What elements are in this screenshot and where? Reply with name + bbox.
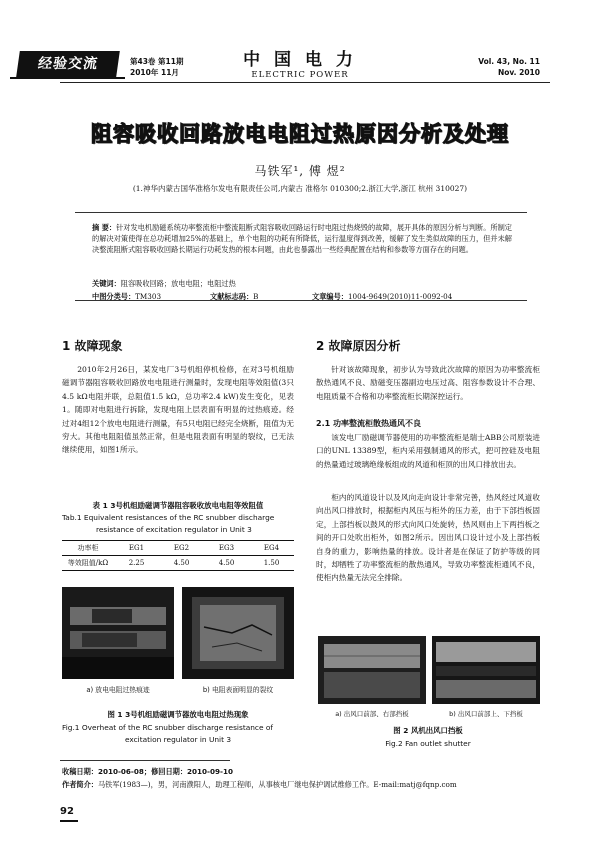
badge-underline [10, 77, 125, 79]
figure-2a-photo [318, 636, 426, 704]
date-cn: 2010年 11月 [130, 68, 179, 77]
figure-1-caption-en-2: excitation regulator in Unit 3 [124, 735, 232, 744]
column-badge [10, 44, 125, 84]
journal-masthead [230, 50, 370, 80]
author-bio-label: 作者简介： [62, 780, 98, 789]
resistor-crack-image [182, 587, 294, 679]
figure-1a-photo [62, 587, 174, 679]
table-1-caption-cn: 表 1 3号机组励磁调节器阻容吸收放电电阻等效阻值 [92, 501, 264, 510]
table-1-cell: 2.25 [128, 559, 145, 567]
volume-en: Vol. 43, No. 11 [478, 57, 540, 66]
article-no-label: 文章编号： [312, 292, 348, 301]
table-1-header-cell: 功率柜 [77, 544, 99, 552]
article-title: 阻容吸收回路放电电阻过热原因分析及处理 [91, 122, 509, 146]
column-badge-label: 经验交流 [16, 51, 120, 77]
table-1-caption-en-2: resistance of excitation regulator in Unit 3 [96, 525, 252, 534]
table-1 [62, 540, 294, 571]
table-1-cell: 等效阻值/kΩ [67, 559, 109, 567]
classification-line [92, 291, 512, 302]
affiliation: (1.神华内蒙古国华准格尔发电有限责任公司,内蒙古 准格尔 010300;2.浙江大学,浙江 杭州 310027) [132, 184, 468, 193]
header-rule [60, 82, 550, 83]
abstract [92, 222, 512, 255]
fan-outlet-shutter-image [432, 636, 540, 704]
figure-2b-label: b) 出风口前部上、下挡板 [449, 710, 523, 718]
date-en: Nov. 2010 [497, 68, 540, 77]
received-date [62, 766, 542, 777]
clc-label: 中图分类号： [92, 292, 136, 301]
figure-1a-label: a) 放电电阻过热痕迹 [86, 686, 150, 694]
doc-code-value: B [253, 292, 259, 301]
table-1-header-cell: EG1 [128, 544, 145, 552]
issue-cn: 第43卷 第11期 [130, 57, 184, 66]
abstract-text: 针对发电机励磁系统功率整流柜中整流阻断式阻容吸收回路运行时电阻过热烧毁的故障，展开具体的原因分析与判断。所制定的解决对策使得在总功耗增加25%的基础上，单个电阻的功耗有所降低，运行温度得到改善，缓解了发生类似故障的压力，但并未解决整流阻断式阻容吸收回路长期运行功耗发热的根本问题，由此也暴露出一些经典配置在结构和参数等方面存在的问题。 [92, 223, 512, 254]
resistor-overheat-image [62, 587, 174, 679]
figure-2a-label: a) 出风口前部、右部挡板 [335, 710, 409, 718]
abstract-top-rule [75, 212, 527, 213]
author-bio-text: 马铁军(1983—)，男，河南濮阳人，助理工程师，从事核电厂继电保护调试维修工作。E-mail:matj@fqnp.com [97, 780, 457, 789]
table-1-cell: 4.50 [218, 559, 235, 567]
table-1-header-cell: EG4 [263, 544, 280, 552]
authors: 马铁军¹, 傅 煜² [254, 164, 346, 178]
figure-2-caption-en: Fig.2 Fan outlet shutter [385, 739, 471, 748]
article-no-value: 1004-9649(2010)11-0092-04 [347, 292, 453, 301]
figure-1b-label: b) 电阻表面明显的裂纹 [202, 686, 274, 694]
clc-value: TM303 [135, 292, 162, 301]
figure-1-caption-en-1: Fig.1 Overheat of the RC snubber discharge resistance of [62, 723, 274, 732]
fan-outlet-front-image [318, 636, 426, 704]
section-1-paragraph: 2010年2月26日，某发电厂3号机组停机检修，在对3号机组励磁调节器阻容吸收回路放电电阻进行测量时，发现电阻等效阻值(3只4.5 kΩ电阻并联，总阻值1.5 kΩ，总功率2.4 kW)发生变化，见表1。随即对电阻进行拆除，发现电阻上层表面有明显的过热痕迹。经过对4组12个放电电阻进行测量，有5只电阻已经完全烧断，阻值为无穷大。其他电阻阻值虽然正常，但是电阻表面有明显的裂纹，已无法继续使用，如图1所示。 [62, 365, 294, 455]
page-number: 92 [60, 806, 78, 822]
table-1-header-cell: EG2 [173, 544, 190, 552]
section-1-heading: 1 故障现象 [62, 339, 123, 353]
table-1-cell: 1.50 [263, 559, 280, 567]
figure-2b-photo [432, 636, 540, 704]
abstract-label: 摘 要： [92, 223, 117, 232]
author-bio [62, 779, 542, 790]
section-2-1-paragraph-2: 柜内的风道设计以及风向走向设计非常完善，热风经过风道收向出风口排放时，根据柜内风压与柜外的压力差，由于下部挡板固定，上部挡板以鼓风的形式向风口处旋转，热风则由上下两挡板之间的开口处吹出柜外，如图2所示。因出风口设计过小及上部挡板自身的重力，影响热量的排放。设计者是在保证了防护等级的同时，却牺牲了功率整流柜的散热通风，导致功率整流柜通风不良，使柜内热量无法完全排除。 [316, 493, 540, 583]
table-1-header-cell: EG3 [218, 544, 235, 552]
table-1-caption-en-1: Tab.1 Equivalent resistances of the RC snubber discharge [62, 513, 275, 522]
section-2-1-heading: 2.1 功率整流柜散热通风不良 [316, 419, 421, 428]
figure-2-caption-cn: 图 2 风机出风口挡板 [393, 726, 463, 735]
keywords [92, 278, 512, 289]
keywords-label: 关键词： [92, 279, 121, 288]
journal-name-cn: 中 国 电 力 [243, 50, 357, 70]
table-1-data-row [62, 556, 294, 571]
section-2-heading: 2 故障原因分析 [316, 339, 401, 353]
footnote-rule [60, 760, 230, 761]
journal-name-en: ELECTRIC POWER [251, 70, 349, 80]
table-1-cell: 4.50 [173, 559, 190, 567]
table-1-header-row [62, 541, 294, 556]
keywords-text: 阻容吸收回路；放电电阻；电阻过热 [120, 279, 236, 288]
figure-1-caption-cn: 图 1 3号机组励磁调节器放电电阻过热现象 [107, 710, 249, 719]
doc-code-label: 文献标志码： [210, 292, 254, 301]
section-2-1-paragraph-1: 该发电厂励磁调节器使用的功率整流柜是瑞士ABB公司原装进口的UNL 13389型，柜内采用强制通风的形式，把可控硅及电阻的热量通过玻璃绝缘板组成的风道和柜顶的出风口排放出去。 [316, 433, 540, 469]
received-date-text: 收稿日期：2010-06-08；修回日期：2010-09-10 [62, 767, 234, 776]
section-2-paragraph-1: 针对该故障现象，初步认为导致此次故障的原因为功率整流柜散热通风不良、励磁变压器副边电压过高、阻容参数设计不合理、电阻质量不合格和功率整流柜长期深控运行。 [316, 365, 540, 401]
figure-1b-photo [182, 587, 294, 679]
